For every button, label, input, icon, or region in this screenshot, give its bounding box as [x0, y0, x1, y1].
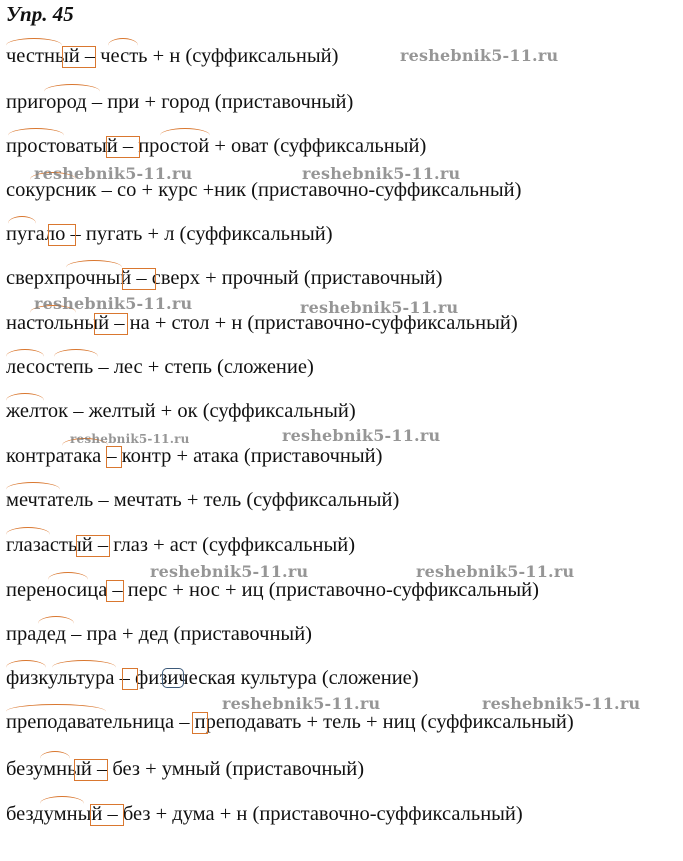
entry-analysis: – физическая культура (сложение) — [114, 667, 419, 689]
watermark: reshebnik5-11.ru — [300, 298, 459, 317]
entry-word: прадед — [6, 623, 67, 645]
entry-word: бездумный — [6, 803, 103, 825]
entry-line — [6, 712, 574, 733]
entry-line — [6, 535, 355, 556]
entry-line — [6, 268, 442, 289]
entry-analysis: – лес + степь (сложение) — [93, 356, 314, 378]
watermark: reshebnik5-11.ru — [34, 294, 193, 313]
entry-line — [6, 224, 333, 245]
watermark: reshebnik5-11.ru — [482, 694, 641, 713]
entry-analysis: – преподавать + тель + ниц (суффиксальный) — [174, 711, 574, 733]
entry-word: физкультура — [6, 667, 115, 689]
entry-word: желток — [6, 400, 69, 422]
entry-analysis: – контр + атака (приставочный) — [101, 445, 383, 467]
entry-line — [6, 490, 399, 511]
watermark: reshebnik5-11.ru — [302, 164, 461, 183]
entry-line — [6, 180, 521, 201]
entry-word: контратака — [6, 445, 102, 467]
entry-analysis: – пра + дед (приставочный) — [66, 623, 312, 645]
entry-analysis: – мечтать + тель (суффиксальный) — [93, 489, 400, 511]
entry-word: настольный — [6, 312, 110, 334]
watermark: reshebnik5-11.ru — [416, 562, 575, 581]
entry-word: переносица — [6, 579, 108, 601]
watermark: reshebnik5-11.ru — [222, 694, 381, 713]
entry-word: пригород — [6, 91, 87, 113]
entry-word: простоватый — [6, 135, 118, 157]
entry-line — [6, 136, 426, 157]
entry-word: лесостепь — [6, 356, 94, 378]
entry-analysis: – перс + нос + иц (приставочно-суффиксальный) — [107, 579, 539, 601]
entry-line — [6, 804, 523, 825]
entry-word: пугало — [6, 223, 66, 245]
entry-analysis: – без + умный (приставочный) — [91, 758, 365, 780]
entry-line — [6, 668, 419, 689]
exercise-title: Упр. 45 — [6, 2, 74, 26]
entry-analysis: – простой + оват (суффиксальный) — [117, 135, 427, 157]
watermark: reshebnik5-11.ru — [400, 46, 559, 65]
entry-word: сокурсник — [6, 179, 97, 201]
entry-line — [6, 357, 314, 378]
entry-word: честный — [6, 45, 80, 67]
entry-line — [6, 624, 312, 645]
entry-line — [6, 46, 338, 67]
entry-word: безумный — [6, 758, 92, 780]
entry-word: преподавательница — [6, 711, 175, 733]
watermark: reshebnik5-11.ru — [70, 432, 190, 446]
entry-analysis: – при + город (приставочный) — [86, 91, 354, 113]
entry-line — [6, 92, 353, 113]
entry-analysis: – пугать + л (суффиксальный) — [65, 223, 333, 245]
watermark: reshebnik5-11.ru — [34, 164, 193, 183]
watermark: reshebnik5-11.ru — [282, 426, 441, 445]
entry-word: глазастый — [6, 534, 93, 556]
entry-word: сверхпрочный — [6, 267, 132, 289]
entry-line — [6, 401, 356, 422]
entry-analysis: – без + дума + н (приставочно-суффиксальный) — [102, 803, 523, 825]
entry-analysis: – честь + н (суффиксальный) — [79, 45, 339, 67]
entry-analysis: – желтый + ок (суффиксальный) — [68, 400, 356, 422]
entry-analysis: – сверх + прочный (приставочный) — [131, 267, 443, 289]
entry-line — [6, 759, 364, 780]
entry-analysis: – глаз + аст (суффиксальный) — [92, 534, 356, 556]
watermark: reshebnik5-11.ru — [150, 562, 309, 581]
entry-line — [6, 446, 382, 467]
entry-analysis: – со + курс +ник (приставочно-суффиксальный) — [96, 179, 522, 201]
entry-word: мечтатель — [6, 489, 94, 511]
entry-analysis: – на + стол + н (приставочно-суффиксальный) — [109, 312, 518, 334]
entry-line — [6, 580, 539, 601]
